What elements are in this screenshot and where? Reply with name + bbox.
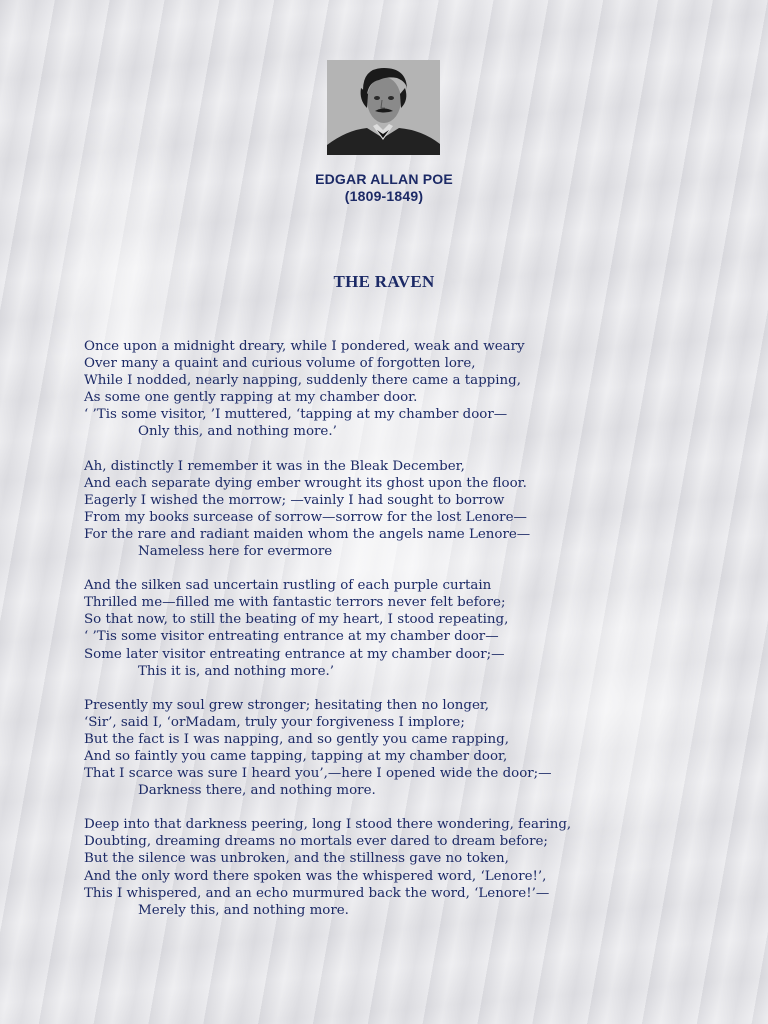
poem-line: From my books surcease of sorrow—sorrow for the lost Lenore— [84, 509, 527, 525]
stanza [84, 697, 704, 800]
poem-line: Presently my soul grew stronger; hesitating then no longer, [84, 697, 490, 713]
poem-line: Deep into that darkness peering, long I stood there wondering, fearing, [84, 817, 572, 833]
poem-line: That I scarce was sure I heard you’,—here I opened wide the door;— [84, 766, 552, 782]
poem-line: ‘ ’Tis some visitor entreating entrance at my chamber door— [84, 629, 499, 645]
poem-refrain: Only this, and nothing more.’ [138, 424, 337, 440]
poem-refrain: This it is, and nothing more.’ [138, 663, 335, 679]
poem-line: ‘ ’Tis some visitor, ’I muttered, ‘tapping at my chamber door— [84, 407, 508, 423]
poem-line: And so faintly you came tapping, tapping at my chamber door, [84, 748, 508, 764]
poem-line: And the silken sad uncertain rustling of each purple curtain [84, 578, 492, 594]
poem-line: Ah, distinctly I remember it was in the Bleak December, [84, 458, 465, 474]
poem-refrain: Darkness there, and nothing more. [138, 783, 376, 799]
poem-line: So that now, to still the beating of my heart, I stood repeating, [84, 612, 509, 628]
stanza [84, 458, 704, 561]
poem-body [84, 338, 704, 936]
poem-line: This I whispered, and an echo murmured back the word, ‘Lenore!’— [84, 885, 550, 901]
poem-refrain: Nameless here for evermore [138, 544, 333, 560]
poem-line: Doubting, dreaming dreams no mortals ever dared to dream before; [84, 834, 548, 850]
poem-refrain: Merely this, and nothing more. [138, 902, 349, 918]
poem-line: Thrilled me—filled me with fantastic terrors never felt before; [84, 595, 506, 611]
poem-line: While I nodded, nearly napping, suddenly there came a tapping, [84, 373, 521, 389]
author-years: (1809-1849) [344, 188, 424, 204]
stanza [84, 816, 704, 919]
poem-line: ‘Sir’, said I, ‘orMadam, truly your forgiveness I implore; [84, 714, 465, 730]
poem-title: THE RAVEN [333, 272, 435, 291]
poem-line: Once upon a midnight dreary, while I pondered, weak and weary [84, 339, 525, 354]
poem-line: But the fact is I was napping, and so gently you came rapping, [84, 731, 510, 747]
stanza [84, 338, 704, 441]
poem-line: And the only word there spoken was the whispered word, ‘Lenore!’, [84, 868, 547, 884]
author-name: EDGAR ALLAN POE [315, 171, 453, 187]
poem-line: Eagerly I wished the morrow; —vainly I had sought to borrow [84, 492, 505, 508]
poem-line: For the rare and radiant maiden whom the angels name Lenore— [84, 526, 531, 542]
stanza [84, 577, 704, 680]
poem-line: Over many a quaint and curious volume of forgotten lore, [84, 356, 476, 372]
poem-line: But the silence was unbroken, and the stillness gave no token, [84, 851, 509, 867]
author-portrait [327, 60, 440, 155]
poem-line: Some later visitor entreating entrance at my chamber door;— [84, 646, 505, 662]
poem-line: And each separate dying ember wrought its ghost upon the floor. [84, 475, 527, 491]
poem-line: As some one gently rapping at my chamber door. [84, 390, 418, 406]
